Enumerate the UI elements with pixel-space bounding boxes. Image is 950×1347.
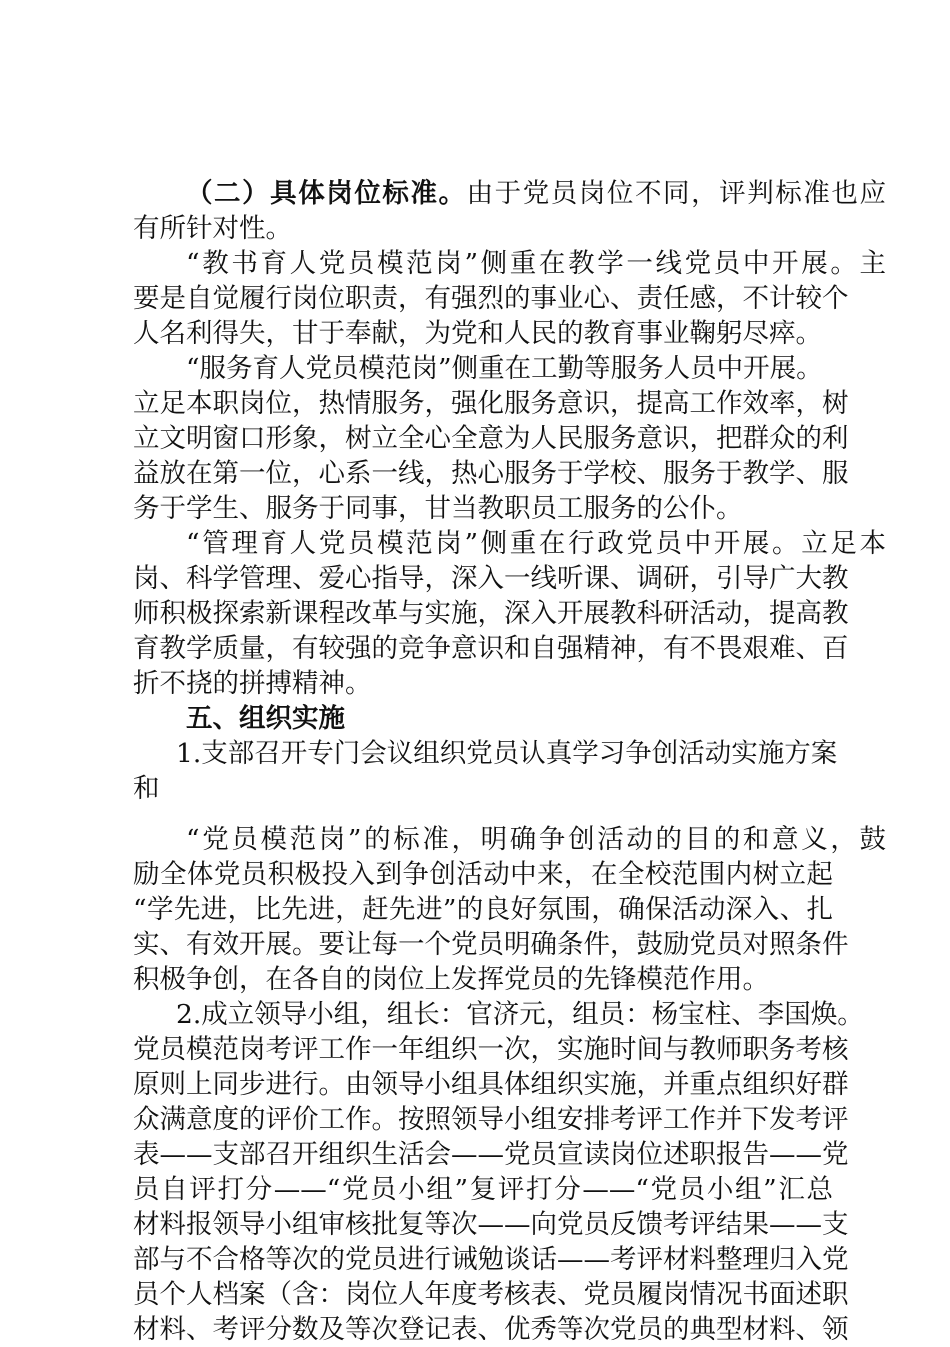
paragraph-line: 励全体党员积极投入到争创活动中来，在全校范围内树立起 xyxy=(133,859,833,890)
paragraph-line: 众满意度的评价工作。按照领导小组安排考评工作并下发考评 xyxy=(133,1104,849,1135)
paragraph-line: 益放在第一位，心系一线，热心服务于学校、服务于教学、服 xyxy=(133,458,849,489)
paragraph-line: 材料报领导小组审核批复等次——向党员反馈考评结果——支 xyxy=(133,1209,849,1240)
paragraph-line: 原则上同步进行。由领导小组具体组织实施，并重点组织好群 xyxy=(133,1069,849,1100)
paragraph-line: “学先进，比先进，赶先进”的良好氛围，确保活动深入、扎 xyxy=(133,894,833,925)
section-five-heading: 五、组织实施 xyxy=(186,703,345,734)
paragraph-line: 岗、科学管理、爱心指导，深入一线听课、调研，引导广大教 xyxy=(133,563,849,594)
paragraph-line: 实、有效开展。要让每一个党员明确条件，鼓励党员对照条件 xyxy=(133,929,849,960)
section-two-heading: （二）具体岗位标准。 xyxy=(186,178,467,209)
paragraph-line: 立足本职岗位，热情服务，强化服务意识，提高工作效率，树 xyxy=(133,388,849,419)
paragraph-line: 表——支部召开组织生活会——党员宣读岗位述职报告——党 xyxy=(133,1139,849,1170)
paragraph-line: 员个人档案（含：岗位人年度考核表、党员履岗情况书面述职 xyxy=(133,1279,849,1310)
paragraph-line: 党员模范岗考评工作一年组织一次，实施时间与教师职务考核 xyxy=(133,1034,849,1065)
paragraph-line: 部与不合格等次的党员进行诫勉谈话——考评材料整理归入党 xyxy=(133,1244,849,1275)
paragraph-line: 有所针对性。 xyxy=(133,213,292,244)
paragraph-line: “管理育人党员模范岗”侧重在行政党员中开展。立足本 xyxy=(186,528,886,559)
paragraph-line: “教书育人党员模范岗”侧重在教学一线党员中开展。主 xyxy=(186,248,886,279)
paragraph-line: 立文明窗口形象，树立全心全意为人民服务意识，把群众的利 xyxy=(133,423,849,454)
paragraph-line: 材料、考评分数及等次登记表、优秀等次党员的典型材料、领 xyxy=(133,1314,849,1345)
paragraph-line: 师积极探索新课程改革与实施，深入开展教科研活动，提高教 xyxy=(133,598,849,629)
paragraph-line: “服务育人党员模范岗”侧重在工勤等服务人员中开展。 xyxy=(186,353,823,384)
paragraph-line: 人名利得失，甘于奉献，为党和人民的教育事业鞠躬尽瘁。 xyxy=(133,318,822,349)
paragraph-line: 和 xyxy=(133,773,160,804)
paragraph-line: 折不挠的拼搏精神。 xyxy=(133,668,372,699)
paragraph-line: 务于学生、服务于同事，甘当教职员工服务的公仆。 xyxy=(133,493,743,524)
section-two-line-1 xyxy=(186,176,886,211)
paragraph-line: “党员模范岗”的标准，明确争创活动的目的和意义，鼓 xyxy=(186,824,886,855)
paragraph-line: 1.支部召开专门会议组织党员认真学习争创活动实施方案 xyxy=(176,738,838,769)
paragraph-line: 2.成立领导小组，组长：官济元，组员：杨宝柱、李国焕。 xyxy=(176,999,864,1030)
paragraph-line: 育教学质量，有较强的竞争意识和自强精神，有不畏艰难、百 xyxy=(133,633,849,664)
paragraph-line: 积极争创，在各自的岗位上发挥党员的先锋模范作用。 xyxy=(133,964,769,995)
paragraph-line: 员自评打分——“党员小组”复评打分——“党员小组”汇总 xyxy=(133,1174,833,1205)
section-two-text: 由于党员岗位不同，评判标准也应 xyxy=(466,178,886,209)
paragraph-line: 要是自觉履行岗位职责，有强烈的事业心、责任感，不计较个 xyxy=(133,283,849,314)
